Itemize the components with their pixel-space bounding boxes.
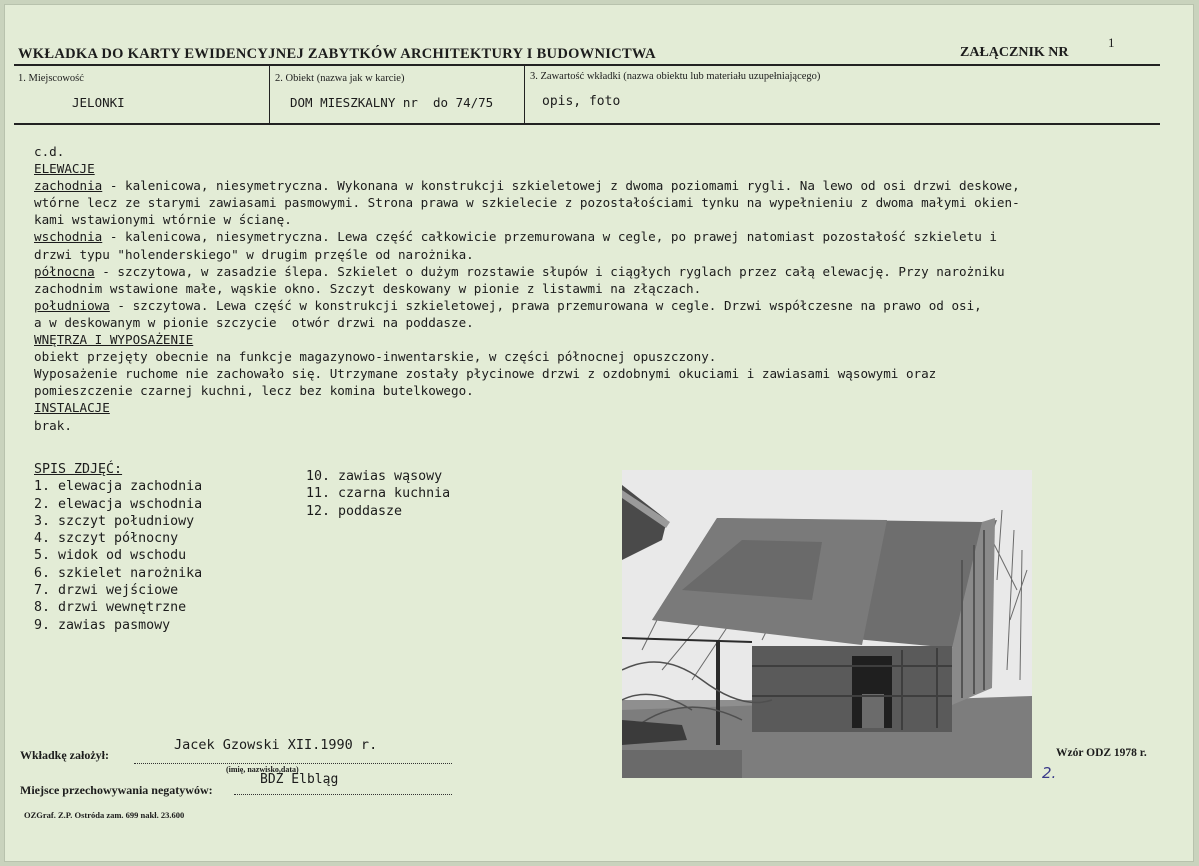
page-number: 1 [1108,35,1115,50]
field-divider-2 [524,66,525,125]
locality-value: JELONKI [72,95,125,110]
text-line: c.d. [34,144,65,159]
photo-list [34,461,202,634]
section-heading-installations: INSTALACJE [34,400,110,416]
term-east: wschodnia [34,229,103,245]
building-photo [622,470,1032,778]
object-value: DOM MIESZKALNY nr do 74/75 [290,95,494,110]
list-item: 9. zawias pasmowy [34,617,171,633]
contents-value: opis, foto [542,94,621,109]
storage-dotted-line [234,793,452,795]
prepared-label: Wkładkę założył: [20,748,109,762]
text-line: kami wstawionymi wtórnie w ścianę. [34,212,292,228]
list-item: 7. drzwi wejściowe [34,583,179,599]
object-label: 2. Obiekt (nazwa jak w karcie) [275,73,405,84]
prepared-value: Jacek Gzowski XII.1990 r. [174,737,378,753]
inventory-card [4,4,1194,862]
section-heading-elevations: ELEWACJE [34,161,95,177]
list-item: 2. elewacja wschodnia [34,496,203,512]
header-rule-top [14,64,1160,66]
text-line: - szczytowa. Lewa część w konstrukcji szkieletowej, prawa przemurowana w cegle. Drzwi współczesne na prawo od osi, [109,297,982,313]
contents-label: 3. Zawartość wkładki (nazwa obiektu lub materiału uzupełniającego) [530,71,821,82]
printer-info: OZGraf. Z.P. Ostróda zam. 699 nakł. 23.600 [24,810,185,820]
text-line: wtórne lecz ze starymi zawiasami pasmowymi. Strona prawa w szkielecie z pozostałościami tynku na wypełnieniu z dwoma małymi okien- [34,195,1020,211]
prepared-hint: (imię, nazwisko,data) [226,765,299,774]
list-item: 11. czarna kuchnia [306,486,451,502]
text-line: brak. [34,417,72,433]
list-item: 3. szczyt południowy [34,513,195,529]
text-line: drzwi typu "holenderskiego" w drugim przęśle od narożnika. [34,246,474,262]
list-item: 4. szczyt północny [34,531,179,547]
text-line: a w deskowanym w pionie szczycie otwór drzwi na poddasze. [34,314,474,330]
prepared-dotted-line [134,762,452,764]
text-line: pomieszczenie czarnej kuchni, lecz bez komina butelkowego. [34,383,474,399]
photo-list-continued [306,468,450,520]
text-line: zachodnim wstawione małe, wąskie okno. Szczyt deskowany w pionie z listawmi na złączach. [34,280,702,296]
form-title: WKŁADKA DO KARTY EWIDENCYJNEJ ZABYTKÓW ARCHITEKTURY I BUDOWNICTWA [18,46,656,62]
term-west: zachodnia [34,178,103,194]
form-pattern: Wzór ODZ 1978 r. [1056,747,1147,759]
text-line: - kalenicowa, niesymetryczna. Wykonana w konstrukcji szkieletowej z dwoma poziomami rygli. Na lewo od osi drzwi deskowe, [102,178,1020,194]
list-item: 12. poddasze [306,503,403,519]
text-line: obiekt przejęty obecnie na funkcje magazynowo-inwentarskie, w części północnej opuszczony. [34,349,717,365]
description-text [34,143,1174,434]
list-item: 6. szkielet narożnika [34,565,203,581]
text-line: Wyposażenie ruchome nie zachowało się. Utrzymane zostały płycinowe drzwi z ozdobnymi okuciami i zawiasami wąsowymi oraz [34,366,937,382]
list-item: 8. drzwi wewnętrzne [34,600,187,616]
term-south: południowa [34,297,110,313]
handwritten-page-number: 2. [1042,764,1057,782]
list-item: 10. zawias wąsowy [306,469,443,484]
storage-label: Miejsce przechowywania negatywów: [20,783,213,797]
list-item: 1. elewacja zachodnia [34,479,203,495]
header-rule-bottom [14,123,1160,125]
storage-value: BDZ Elbląg [260,772,339,787]
text-line: - kalenicowa, niesymetryczna. Lewa część całkowicie przemurowana w cegle, po prawej natomiast pozostałość szkieletu i [102,229,997,245]
locality-label: 1. Miejscowość [18,73,84,84]
text-line: - szczytowa, w zasadzie ślepa. Szkielet o dużym rozstawie słupów i ciągłych ryglach przez całą elewację. Przy narożniku [94,263,1005,279]
field-divider-1 [269,66,270,125]
attachment-label: ZAŁĄCZNIK NR [960,45,1069,60]
term-north: północna [34,263,95,279]
photo-list-heading: SPIS ZDJĘĆ: [34,462,123,477]
list-item: 5. widok od wschodu [34,548,187,564]
section-heading-interiors: WNĘTRZA I WYPOSAŻENIE [34,332,194,348]
